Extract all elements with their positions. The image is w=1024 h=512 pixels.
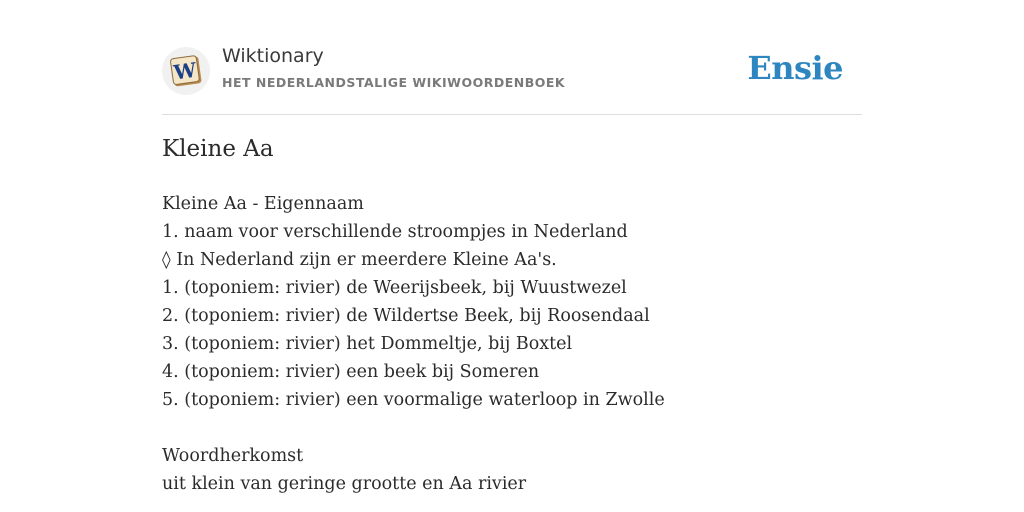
ensie-logo[interactable]: Ensie [747, 49, 843, 87]
etymology-heading: Woordherkomst [162, 446, 304, 466]
definition-line: 5. (toponiem: rivier) een voormalige waterloop in Zwolle [162, 390, 665, 410]
etymology-text: uit klein van geringe grootte en Aa rivier [162, 474, 527, 494]
site-title[interactable]: Wiktionary [222, 45, 324, 67]
wiktionary-logo-icon[interactable] [162, 47, 210, 95]
page-title: Kleine Aa [162, 136, 274, 162]
site-header [162, 40, 862, 115]
definition-line: 3. (toponiem: rivier) het Dommeltje, bij Boxtel [162, 334, 573, 354]
definition-line: 4. (toponiem: rivier) een beek bij Someren [162, 362, 540, 382]
entry-heading: Kleine Aa - Eigennaam [162, 194, 364, 214]
logo-letter: W [172, 57, 198, 85]
spacer [162, 414, 665, 442]
example-line: ◊ In Nederland zijn er meerdere Kleine Aa's. [162, 250, 557, 270]
definition-line: 2. (toponiem: rivier) de Wildertse Beek, bij Roosendaal [162, 306, 650, 326]
definition-line: 1. naam voor verschillende stroompjes in Nederland [162, 222, 628, 242]
entry-content [162, 190, 665, 498]
definition-line: 1. (toponiem: rivier) de Weerijsbeek, bij Wuustwezel [162, 278, 627, 298]
site-subtitle: HET NEDERLANDSTALIGE WIKIWOORDENBOEK [222, 75, 566, 90]
